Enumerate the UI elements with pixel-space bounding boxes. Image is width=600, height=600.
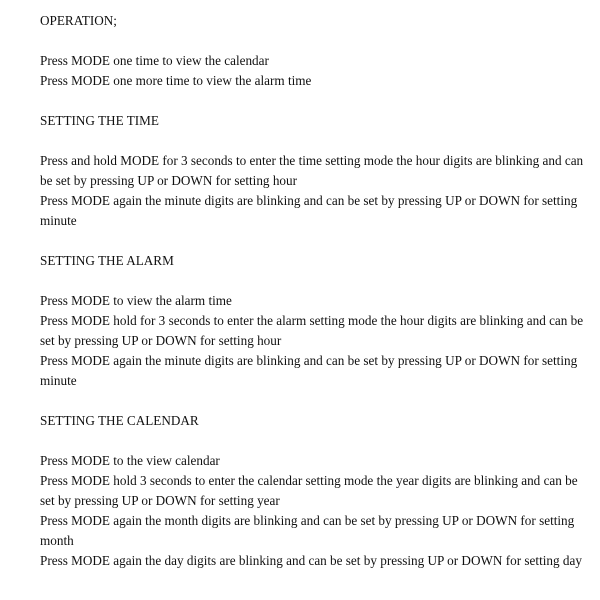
setting-alarm-line-1: Press MODE to view the alarm time <box>40 293 232 308</box>
setting-calendar-section <box>40 411 592 571</box>
setting-calendar-line-4: Press MODE again the day digits are blinking and can be set by pressing UP or DOWN for setting day <box>40 553 582 568</box>
setting-calendar-line-1: Press MODE to the view calendar <box>40 453 220 468</box>
instruction-document <box>40 11 592 571</box>
setting-calendar-heading: SETTING THE CALENDAR <box>40 413 199 428</box>
setting-time-line-2: Press MODE again the minute digits are blinking and can be set by pressing UP or DOWN for setting minute <box>40 193 578 228</box>
setting-alarm-section <box>40 251 592 391</box>
setting-time-heading: SETTING THE TIME <box>40 113 159 128</box>
operation-section <box>40 11 592 91</box>
setting-alarm-heading: SETTING THE ALARM <box>40 253 174 268</box>
setting-time-line-1: Press and hold MODE for 3 seconds to enter the time setting mode the hour digits are blinking and can be set by pressing UP or DOWN for setting hour <box>40 153 584 188</box>
setting-calendar-line-3: Press MODE again the month digits are blinking and can be set by pressing UP or DOWN for setting month <box>40 513 575 548</box>
setting-alarm-line-2: Press MODE hold for 3 seconds to enter the alarm setting mode the hour digits are blinking and can be set by pressing UP or DOWN for setting hour <box>40 313 584 348</box>
setting-calendar-line-2: Press MODE hold 3 seconds to enter the calendar setting mode the year digits are blinking and can be set by pressing UP or DOWN for setting year <box>40 473 578 508</box>
setting-time-section <box>40 111 592 231</box>
setting-alarm-line-3: Press MODE again the minute digits are blinking and can be set by pressing UP or DOWN for setting minute <box>40 353 578 388</box>
operation-heading: OPERATION; <box>40 13 117 28</box>
operation-line-1: Press MODE one time to view the calendar <box>40 53 269 68</box>
operation-line-2: Press MODE one more time to view the alarm time <box>40 73 312 88</box>
